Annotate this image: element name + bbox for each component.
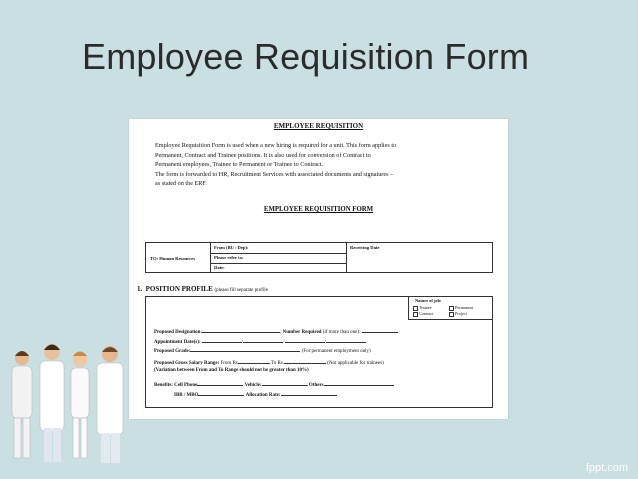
slide-title: Employee Requisition Form (82, 36, 530, 77)
option-permanent: Permanent (449, 305, 473, 311)
appointment-row: Appointment Date(s): / / / (154, 338, 366, 345)
option-project: Project (449, 311, 467, 317)
refer-label: Please refer to: (214, 255, 244, 260)
position-profile-heading (137, 285, 268, 293)
intro-line: Permanent, Contract and Trainee positions. It is also used for conversion of Contract to (155, 151, 371, 159)
checkbox-icon (449, 312, 454, 317)
document-heading: EMPLOYEE REQUISITION (273, 122, 364, 130)
intro-line: Permanent employees, Trainee to Permanent or Trainee to Contract. (155, 161, 324, 169)
nature-of-job-label: Nature of job: (415, 298, 442, 303)
from-label: From (BU / Dep): (214, 245, 249, 250)
intro-line: as stated on the ERF. (155, 180, 207, 188)
benefits-row: Benefits: Cell Phone Vehicle: Others (154, 381, 394, 388)
option-contract: Contract (413, 311, 433, 317)
variation-row: (Variation between From and To Range should not be greater than 10%) (154, 368, 309, 373)
nature-of-job-box (408, 297, 492, 320)
salary-row: Proposed Gross Salary Range: From Rs To Rs. (Not applicable for trainees) (154, 361, 384, 366)
intro-paragraph (155, 141, 475, 189)
section-title: POSITION PROFILE (145, 285, 213, 293)
section-number: 1. (137, 285, 143, 293)
intro-line: Employee Requisition Form is used when a new hiring is required for a unit. This form applies to (155, 142, 397, 149)
medical-staff-illustration (0, 330, 135, 479)
form-subheading: EMPLOYEE REQUISITION FORM (263, 206, 374, 213)
receiving-date-label: Receiving Date (350, 245, 380, 250)
brand-logo: fppt.com (585, 462, 628, 474)
grade-row: Proposed Grade: (For permanent employment only) (154, 349, 371, 354)
ibb-row: IBB / MBO Allocation Rate: (174, 391, 337, 398)
date-label: Date: (214, 265, 225, 270)
person-1 (12, 351, 32, 458)
designation-row: Proposed Designation: , Number Required (if more than one): (154, 328, 398, 335)
position-profile-table (145, 296, 493, 408)
form-document-image (129, 119, 508, 419)
to-label: TO: Human Resources (150, 256, 196, 261)
routing-table (145, 242, 493, 273)
person-4 (97, 346, 123, 463)
option-trainee: Trainee (413, 305, 432, 311)
person-3 (71, 352, 89, 459)
checkbox-icon (449, 306, 454, 311)
section-note: (please fill separate profile (214, 288, 268, 293)
checkbox-icon (413, 306, 418, 311)
person-2 (40, 344, 64, 462)
checkbox-icon (413, 312, 418, 317)
intro-line: The form is forwarded to HR, Recruitment Services with associated documents and signatures – (155, 170, 394, 178)
